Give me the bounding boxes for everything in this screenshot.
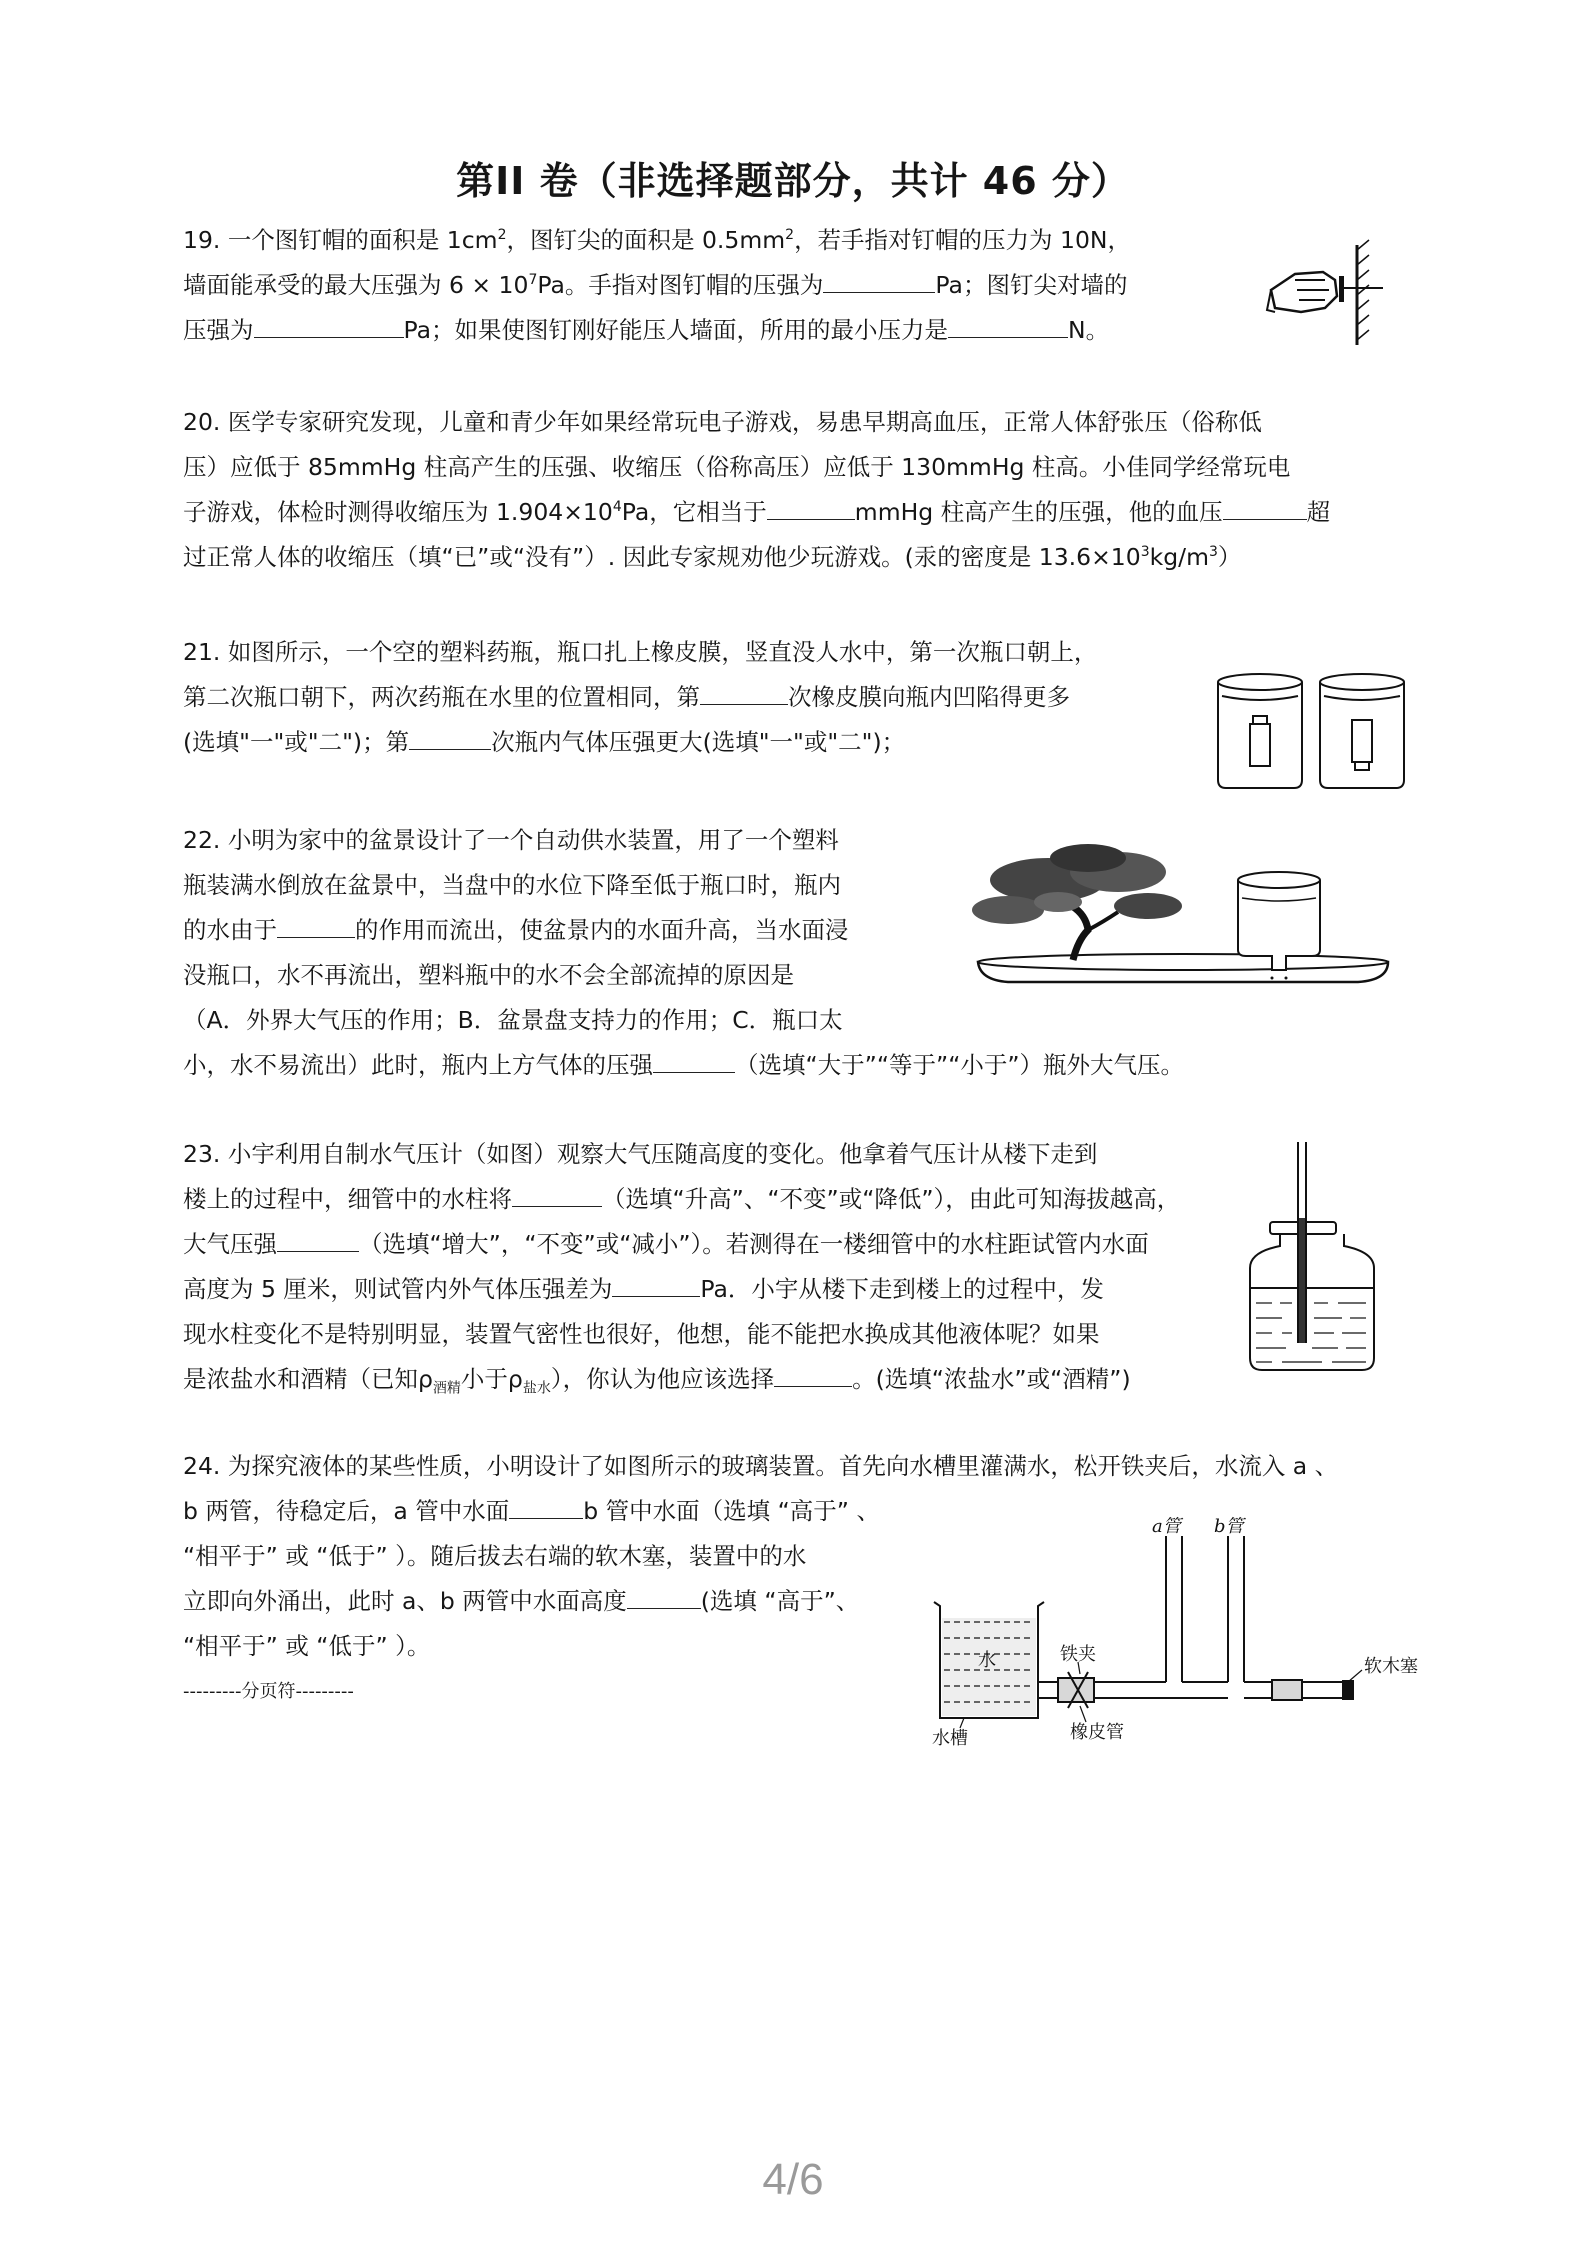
q19-text: 压强为 (183, 316, 254, 344)
superscript: 3 (1140, 544, 1150, 561)
q19-text: ，图钉尖的面积是 0.5mm (506, 226, 786, 254)
q22-text: （选填“大于”“等于”“小于”）瓶外大气压。 (735, 1051, 1185, 1079)
answer-blank[interactable] (409, 727, 491, 750)
q23-text: 23. 小宇利用自制水气压计（如图）观察大气压随高度的变化。他拿着气压计从楼下走到 (183, 1140, 1098, 1168)
answer-blank[interactable] (823, 270, 935, 293)
barometer-figure (1242, 1138, 1382, 1378)
answer-blank[interactable] (774, 1364, 852, 1387)
q23-text: 是浓盐水和酒精（已知ρ (183, 1365, 433, 1393)
q23-text: （选填“升高”、“不变”或“降低”），由此可知海拔越高， (602, 1185, 1181, 1213)
q24-text: 24. 为探究液体的某些性质，小明设计了如图所示的玻璃装置。首先向水槽里灌满水，松开铁夹后，水流入 a 、 (183, 1452, 1339, 1480)
q23-text: Pa．小宇从楼下走到楼上的过程中，发 (700, 1275, 1104, 1303)
q20-text: ） (1217, 543, 1242, 571)
q24-text: 立即向外涌出，此时 a、b 两管中水面高度 (183, 1587, 627, 1615)
q20-text: 压）应低于 85mmHg 柱高产生的压强、收缩压（俗称高压）应低于 130mmHg 柱高。小佳同学经常玩电 (183, 453, 1291, 481)
superscript: 2 (497, 227, 507, 244)
q20-text: 超 (1306, 498, 1331, 526)
q23-text: 。(选填“浓盐水”或“酒精”) (852, 1365, 1131, 1393)
label-cork: 软木塞 (1364, 1656, 1418, 1677)
q24-text: b 两管，待稳定后，a 管中水面 (183, 1497, 510, 1525)
q22-text: 没瓶口，水不再流出，塑料瓶中的水不会全部流掉的原因是 (183, 961, 794, 989)
q20-text: Pa，它相当于 (621, 498, 767, 526)
question-19 (183, 218, 1131, 353)
question-21 (183, 630, 1097, 765)
label-water: 水 (978, 1650, 996, 1671)
q22-text: 的水由于 (183, 916, 277, 944)
q21-text: 21. 如图所示，一个空的塑料药瓶，瓶口扎上橡皮膜，竖直没人水中，第一次瓶口朝上， (183, 638, 1098, 666)
answer-blank[interactable] (1223, 497, 1307, 520)
q20-text: kg/m (1149, 543, 1209, 571)
superscript: 2 (785, 227, 795, 244)
q19-text: Pa；图钉尖对墙的 (935, 271, 1128, 299)
superscript: 3 (1208, 544, 1218, 561)
answer-blank[interactable] (612, 1274, 700, 1297)
q23-text: （选填“增大”，“不变”或“减小”）。若测得在一楼细管中的水柱距试管内水面 (359, 1230, 1149, 1258)
q23-text: ），你认为他应该选择 (550, 1365, 775, 1393)
q19-text: 19. 一个图钉帽的面积是 1cm (183, 226, 498, 254)
q21-text: 次橡皮膜向瓶内凹陷得更多 (788, 683, 1070, 711)
answer-blank[interactable] (948, 315, 1068, 338)
q22-text: （A．外界大气压的作用；B．盆景盘支持力的作用；C．瓶口太 (183, 1006, 843, 1034)
q20-text: mmHg 柱高产生的压强，他的血压 (854, 498, 1223, 526)
q19-text: Pa；如果使图钉刚好能压人墙面，所用的最小压力是 (403, 316, 949, 344)
subscript: 盐水 (522, 1380, 551, 1397)
page-number: 4/6 (762, 2155, 824, 2204)
bonsai-figure (968, 840, 1398, 1000)
question-20 (183, 400, 1330, 580)
section-title: 第II 卷（非选择题部分，共计 46 分） (456, 159, 1130, 203)
q19-text: N。 (1068, 316, 1110, 344)
label-hose: 橡皮管 (1070, 1722, 1124, 1743)
q19-text: Pa。手指对图钉帽的压强为 (537, 271, 824, 299)
q23-text: 大气压强 (183, 1230, 277, 1258)
q22-text: 22. 小明为家中的盆景设计了一个自动供水装置，用了一个塑料 (183, 826, 839, 854)
answer-blank[interactable] (767, 497, 855, 520)
answer-blank[interactable] (627, 1586, 701, 1609)
q22-text: 瓶装满水倒放在盆景中，当盘中的水位下降至低于瓶口时，瓶内 (183, 871, 841, 899)
q23-text: 现水柱变化不是特别明显，装置气密性也很好，他想，能不能把水换成其他液体呢？如果 (183, 1320, 1100, 1348)
answer-blank[interactable] (700, 682, 788, 705)
medicine-bottle-figure (1210, 662, 1420, 792)
answer-blank[interactable] (277, 915, 355, 938)
q20-text: 20. 医学专家研究发现，儿童和青少年如果经常玩电子游戏，易患早期高血压，正常人体舒张压（俗称低 (183, 408, 1262, 436)
q24-text: “相平于” 或 “低于” ）。 (183, 1632, 431, 1660)
q21-text: (选填"一"或"二")；第 (183, 728, 410, 756)
answer-blank[interactable] (277, 1229, 359, 1252)
q24-text: (选填 “高于”、 (700, 1587, 860, 1615)
q24-text: b 管中水面（选填 “高于” 、 (583, 1497, 880, 1525)
q24-text: “相平于” 或 “低于” ）。随后拔去右端的软木塞，装置中的水 (183, 1542, 807, 1570)
q22-text: 的作用而流出，使盆景内的水面升高，当水面浸 (355, 916, 849, 944)
q21-text: 次瓶内气体压强更大(选填"一"或"二")； (491, 728, 906, 756)
q22-text: 小，水不易流出）此时，瓶内上方气体的压强 (183, 1051, 653, 1079)
label-b-tube: b管 (1214, 1516, 1244, 1537)
answer-blank[interactable] (509, 1496, 583, 1519)
label-tank: 水槽 (932, 1728, 968, 1749)
q20-text: 过正常人体的收缩压（填“已”或“没有”）. 因此专家规劝他少玩游戏。(汞的密度是 13.6×10 (183, 543, 1141, 571)
label-a-tube: a管 (1152, 1516, 1181, 1537)
q20-text: 子游戏，体检时测得收缩压为 1.904×10 (183, 498, 613, 526)
q23-text: 小于ρ (460, 1365, 523, 1393)
label-clamp: 铁夹 (1060, 1644, 1096, 1665)
superscript: 7 (528, 272, 538, 289)
question-23 (183, 1132, 1180, 1402)
q21-text: 第二次瓶口朝下，两次药瓶在水里的位置相同，第 (183, 683, 700, 711)
q23-text: 高度为 5 厘米，则试管内外气体压强差为 (183, 1275, 613, 1303)
page-break-marker: ---------分页符--------- (183, 1681, 354, 1702)
q19-text: ，若手指对钉帽的压力为 10N， (794, 226, 1132, 254)
glass-apparatus-figure (930, 1516, 1418, 1757)
subscript: 酒精 (432, 1380, 461, 1397)
q23-text: 楼上的过程中，细管中的水柱将 (183, 1185, 512, 1213)
answer-blank[interactable] (254, 315, 404, 338)
answer-blank[interactable] (653, 1050, 735, 1073)
thumbtack-figure (1265, 240, 1385, 350)
answer-blank[interactable] (512, 1184, 602, 1207)
superscript: 4 (612, 499, 622, 516)
q19-text: 墙面能承受的最大压强为 6 × 10 (183, 271, 529, 299)
